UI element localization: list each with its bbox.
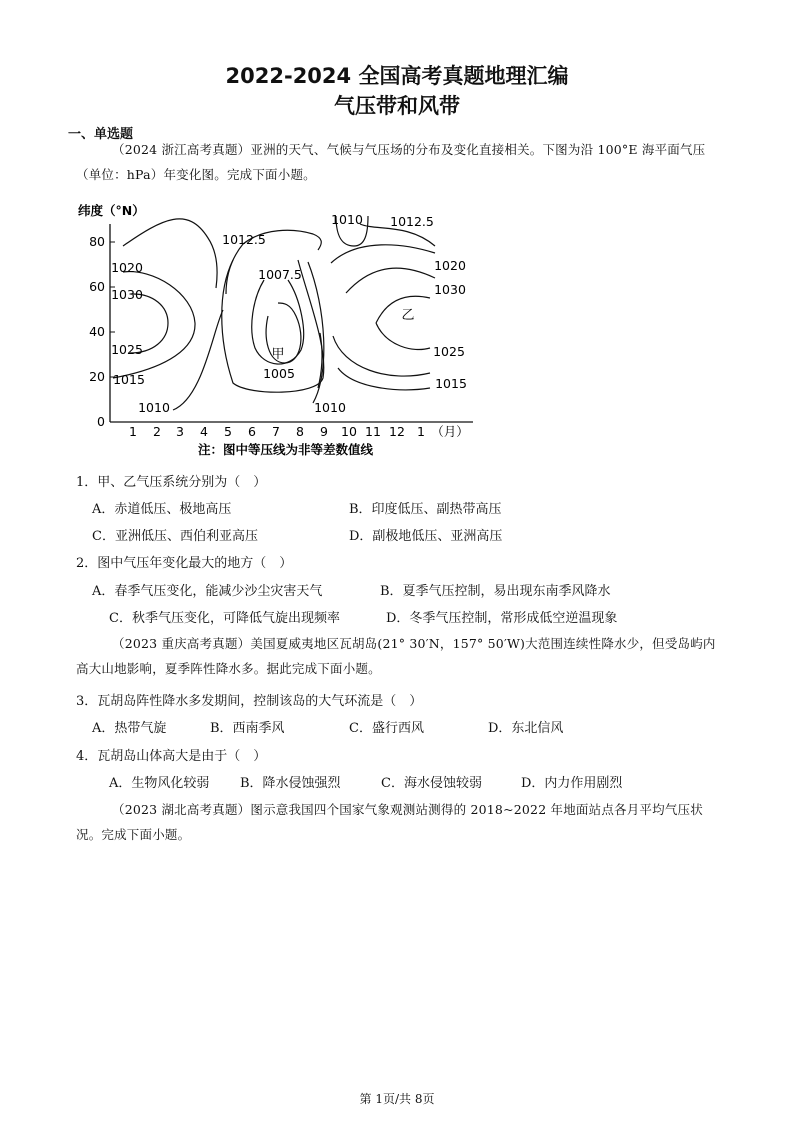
- contour-label: 1005: [263, 366, 295, 381]
- contour-label: 1010: [331, 212, 363, 227]
- pressure-contour-figure: [68, 198, 488, 463]
- q4-option-d[interactable]: D．内力作用剧烈: [521, 776, 623, 791]
- x-tick: 1: [417, 424, 425, 439]
- x-tick: 12: [389, 424, 405, 439]
- contour-label: 1010: [314, 400, 346, 415]
- question-1-stem: 1．甲、乙气压系统分别为（ ）: [76, 475, 267, 490]
- question-3-stem: 3．瓦胡岛阵性降水多发期间，控制该岛的大气环流是（ ）: [76, 694, 423, 709]
- q3-option-a[interactable]: A．热带气旋: [92, 721, 167, 736]
- y-axis-label: 纬度（°N）: [78, 203, 145, 218]
- contour-label: 1015: [113, 372, 145, 387]
- x-tick: 2: [153, 424, 161, 439]
- contour-label: 1015: [435, 376, 467, 391]
- x-tick: 8: [296, 424, 304, 439]
- x-tick: 6: [248, 424, 256, 439]
- question-2-stem: 2．图中气压年变化最大的地方（ ）: [76, 556, 293, 571]
- q4-option-a[interactable]: A．生物风化较弱: [109, 776, 210, 791]
- x-tick: 3: [176, 424, 184, 439]
- intro-paragraph-2: [76, 631, 726, 681]
- intro-3-text: （2023 湖北高考真题）图示意我国四个国家气象观测站测得的 2018~2022 年地面站点各月平均气压状况。完成下面小题。: [76, 802, 703, 842]
- intro-paragraph-3: [76, 797, 726, 847]
- y-tick-40: 40: [89, 324, 105, 339]
- x-tick: 9: [320, 424, 328, 439]
- y-tick-20: 20: [89, 369, 105, 384]
- contour-label: 1012.5: [222, 232, 266, 247]
- contour-label: 1020: [111, 260, 143, 275]
- q2-option-a[interactable]: A．春季气压变化，能减少沙尘灾害天气: [92, 584, 323, 599]
- q3-option-b[interactable]: B．西南季风: [210, 721, 285, 736]
- contour-label: 1007.5: [258, 267, 302, 282]
- contour-label: 1025: [111, 342, 143, 357]
- q1-option-c[interactable]: C．亚洲低压、西伯利亚高压: [92, 529, 258, 544]
- y-tick-60: 60: [89, 279, 105, 294]
- document-title: 2022-2024 全国高考真题地理汇编: [225, 64, 569, 88]
- y-tick-80: 80: [89, 234, 105, 249]
- q4-option-b[interactable]: B．降水侵蚀强烈: [240, 776, 341, 791]
- contour-label: 1020: [434, 258, 466, 273]
- contour-label: 1025: [433, 344, 465, 359]
- label-jia: 甲: [271, 347, 285, 362]
- q2-option-b[interactable]: B．夏季气压控制，易出现东南季风降水: [380, 584, 611, 599]
- figure-note: 注：图中等压线为非等差数值线: [198, 442, 374, 457]
- intro-2-text: （2023 重庆高考真题）美国夏威夷地区瓦胡岛(21° 30′N，157° 50′W)大范围连续性降水少，但受岛屿内高大山地影响，夏季阵性降水多。据此完成下面小题。: [76, 636, 716, 676]
- contour-label: 1012.5: [390, 214, 434, 229]
- x-tick: 1: [129, 424, 137, 439]
- x-tick: 5: [224, 424, 232, 439]
- x-tick: 7: [272, 424, 280, 439]
- q4-option-c[interactable]: C．海水侵蚀较弱: [381, 776, 482, 791]
- q2-option-d[interactable]: D．冬季气压控制，常形成低空逆温现象: [386, 611, 618, 626]
- q3-option-d[interactable]: D．东北信风: [488, 721, 564, 736]
- x-tick: 4: [200, 424, 208, 439]
- x-tick-unit: （月）: [431, 424, 469, 439]
- q3-option-c[interactable]: C．盛行西风: [349, 721, 424, 736]
- page-number: 第 1页/共 8页: [359, 1092, 435, 1106]
- intro-1-text: （2024 浙江高考真题）亚洲的天气、气候与气压场的分布及变化直接相关。下图为沿 100°E 海平面气压（单位：hPa）年变化图。完成下面小题。: [76, 142, 706, 182]
- q1-option-d[interactable]: D．副极地低压、亚洲高压: [349, 529, 503, 544]
- contour-label: 1030: [111, 287, 143, 302]
- q2-option-c[interactable]: C．秋季气压变化，可降低气旋出现频率: [109, 611, 340, 626]
- y-tick-0: 0: [97, 414, 105, 429]
- x-ticks: [129, 424, 469, 439]
- document-subtitle: 气压带和风带: [334, 94, 460, 118]
- q1-option-a[interactable]: A．赤道低压、极地高压: [92, 502, 232, 517]
- x-tick: 11: [365, 424, 381, 439]
- x-tick: 10: [341, 424, 357, 439]
- question-4-stem: 4．瓦胡岛山体高大是由于（ ）: [76, 749, 267, 764]
- contour-label: 1010: [138, 400, 170, 415]
- section-heading: 一、单选题: [68, 127, 134, 142]
- intro-paragraph-1: [76, 137, 726, 187]
- q1-option-b[interactable]: B．印度低压、副热带高压: [349, 502, 502, 517]
- contour-label: 1030: [434, 282, 466, 297]
- label-yi: 乙: [401, 308, 415, 323]
